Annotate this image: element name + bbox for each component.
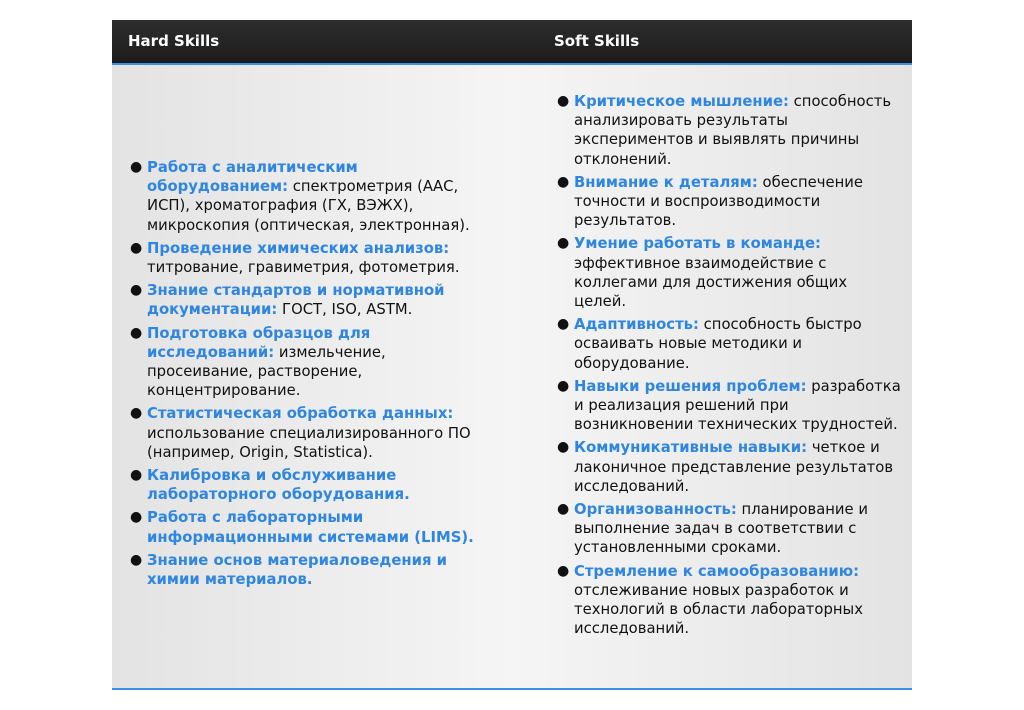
bullet-icon: ● [557,439,570,456]
hard-skill-term: Калибровка и обслуживание лабораторного оборудования. [147,467,410,504]
hard-skill-description: ГОСТ, ISO, ASTM. [277,301,413,319]
hard-skill-term: Подготовка образцов для исследований: [147,324,371,361]
soft-skill-item [553,234,903,311]
soft-skill-description: способность быстро осваивать новые методики и оборудование. [574,316,862,372]
header-soft-skills: Soft Skills [554,32,640,50]
hard-skill-item [126,508,476,546]
hard-skill-term: Проведение химических анализов: [147,239,450,257]
soft-skill-item [553,562,903,639]
skills-table [112,20,912,690]
hard-skill-item [126,466,476,504]
bullet-icon: ● [557,501,570,518]
soft-skills-list [553,92,903,638]
hard-skill-description: использование специализированного ПО (например, Origin, Statistica). [147,424,471,461]
hard-skill-description: измельчение, просеивание, растворение, концентрирование. [147,343,386,400]
soft-skill-item [553,377,903,435]
hard-skill-item [126,324,476,401]
bullet-icon: ● [130,405,143,422]
bullet-icon: ● [557,316,570,333]
soft-skill-item [553,173,903,231]
bullet-icon: ● [130,159,143,175]
header-hard-skills: Hard Skills [128,32,220,50]
hard-skill-item [126,404,476,462]
table-body [112,65,912,690]
bullet-icon: ● [557,93,570,109]
soft-skills-column [553,92,903,642]
bullet-icon: ● [557,173,570,190]
hard-skill-term: Знание стандартов и нормативной документации: [147,282,445,319]
soft-skill-term: Стремление к самообразованию: [574,562,860,580]
soft-skill-item [553,315,903,373]
hard-skill-term: Работа с лабораторными информационными системами (LIMS). [147,509,474,546]
hard-skill-description: спектрометрия (ААС, ИСП), хроматография (ГХ, ВЭЖХ), микроскопия (оптическая, электронная). [147,178,470,234]
table-header [112,20,912,65]
soft-skill-term: Адаптивность: [574,316,699,334]
hard-skills-list [126,158,476,589]
hard-skill-term: Работа с аналитическим оборудованием: [147,159,358,196]
soft-skill-description: разработка и реализация решений при возникновении технических трудностей. [574,377,901,434]
soft-skill-term: Внимание к деталям: [574,173,758,191]
hard-skill-item [126,239,476,277]
soft-skill-description: планирование и выполнение задач в соответствии с установленными сроками. [574,501,868,557]
bullet-icon: ● [130,282,143,299]
soft-skill-item [553,92,903,169]
bullet-icon: ● [557,377,570,394]
soft-skill-term: Критическое мышление: [574,93,789,110]
bullet-icon: ● [130,324,143,341]
soft-skill-item [553,438,903,496]
soft-skill-description: обеспечение точности и воспроизводимости результатов. [574,173,863,230]
hard-skill-term: Статистическая обработка данных: [147,405,454,423]
hard-skill-item [126,281,476,319]
soft-skill-description: четкое и лаконичное представление результатов исследований. [574,439,894,495]
soft-skill-term: Коммуникативные навыки: [574,439,808,457]
hard-skill-item [126,551,476,589]
bullet-icon: ● [557,235,570,252]
bullet-icon: ● [130,551,143,568]
bullet-icon: ● [130,239,143,256]
bullet-icon: ● [130,509,143,526]
hard-skill-description: титрование, гравиметрия, фотометрия. [147,259,460,277]
bullet-icon: ● [557,562,570,579]
soft-skill-term: Навыки решения проблем: [574,377,807,395]
hard-skill-term: Знание основ материаловедения и химии материалов. [147,551,447,589]
soft-skill-term: Организованность: [574,501,737,519]
soft-skill-term: Умение работать в команде: [574,235,821,253]
soft-skill-description: отслеживание новых разработок и технологий в области лабораторных исследований. [574,581,863,638]
hard-skills-column [126,158,476,593]
hard-skill-item [126,158,476,235]
soft-skill-item [553,500,903,558]
bullet-icon: ● [130,467,143,484]
soft-skill-description: эффективное взаимодействие с коллегами для достижения общих целей. [574,254,848,311]
soft-skill-description: способность анализировать результаты экспериментов и выявлять причины отклонений. [574,93,892,168]
